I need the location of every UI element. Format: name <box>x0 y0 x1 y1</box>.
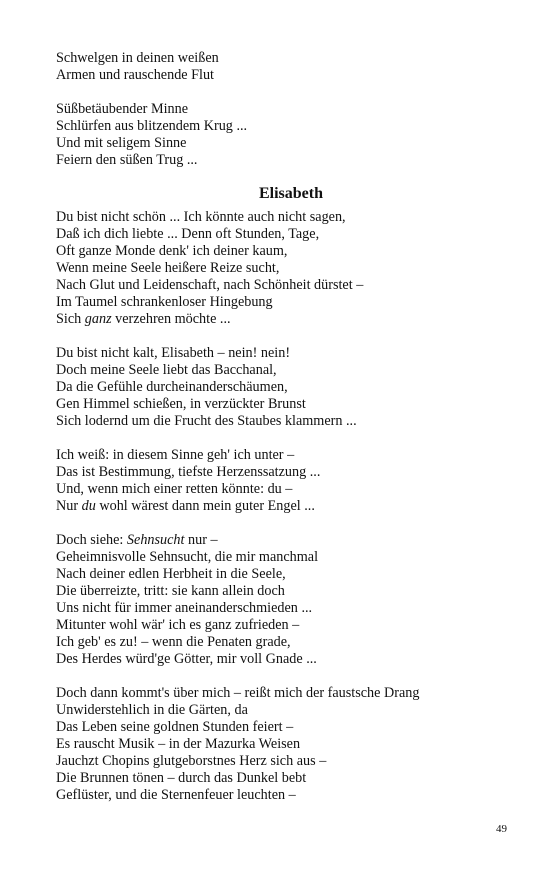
verse-line: Und, wenn mich einer retten könnte: du – <box>56 481 293 497</box>
verse-text: Sich <box>56 311 85 327</box>
verse-line: Da die Gefühle durcheinanderschäumen, <box>56 379 288 395</box>
verse-line: Daß ich dich liebte ... Denn oft Stunden, Tage, <box>56 226 320 242</box>
verse-line: Doch meine Seele liebt das Bacchanal, <box>56 362 277 378</box>
verse-line: Feiern den süßen Trug ... <box>56 152 198 168</box>
verse-line: Sich lodernd um die Frucht des Staubes klammern ... <box>56 413 357 429</box>
stanza-3 <box>56 447 516 515</box>
verse-line: Uns nicht für immer aneinanderschmieden ... <box>56 600 313 616</box>
stanza-4 <box>56 532 516 668</box>
verse-line: Das Leben seine goldnen Stunden feiert – <box>56 719 294 735</box>
verse-line: Nach deiner edlen Herbheit in die Seele, <box>56 566 286 582</box>
stanza-5 <box>56 685 516 804</box>
verse-line: Doch dann kommt's über mich – reißt mich der faustsche Drang <box>56 685 420 701</box>
verse-line: Wenn meine Seele heißere Reize sucht, <box>56 260 280 276</box>
verse-line <box>56 311 516 328</box>
verse-line: Jauchzt Chopins glutgeborstnes Herz sich aus – <box>56 753 327 769</box>
verse-line: Mitunter wohl wär' ich es ganz zufrieden – <box>56 617 300 633</box>
stanza-gap <box>56 84 516 101</box>
verse-line: Unwiderstehlich in die Gärten, da <box>56 702 248 718</box>
verse-text: nur – <box>184 532 218 548</box>
verse-line: Und mit seligem Sinne <box>56 135 187 151</box>
stanza-gap <box>56 430 516 447</box>
verse-line: Das ist Bestimmung, tiefste Herzenssatzung ... <box>56 464 321 480</box>
verse-line: Schlürfen aus blitzendem Krug ... <box>56 118 248 134</box>
verse-line: Ich weiß: in diesem Sinne geh' ich unter – <box>56 447 295 463</box>
stanza-continued-2 <box>56 101 516 169</box>
verse-line: Schwelgen in deinen weißen <box>56 50 219 66</box>
verse-emphasis: Sehnsucht <box>126 532 185 548</box>
page-number: 49 <box>496 823 507 835</box>
verse-line: Im Taumel schrankenloser Hingebung <box>56 294 273 310</box>
verse-line: Süßbetäubender Minne <box>56 101 188 117</box>
verse-line: Es rauscht Musik – in der Mazurka Weisen <box>56 736 301 752</box>
verse-line: Ich geb' es zu! – wenn die Penaten grade, <box>56 634 291 650</box>
stanza-1 <box>56 209 516 328</box>
verse-line: Geflüster, und die Sternenfeuer leuchten – <box>56 787 296 803</box>
title-gap <box>56 169 516 179</box>
verse-text: wohl wärest dann mein guter Engel ... <box>95 498 315 514</box>
verse-line: Du bist nicht schön ... Ich könnte auch nicht sagen, <box>56 209 346 225</box>
verse-text: Doch siehe: <box>56 532 127 548</box>
verse-emphasis: du <box>81 498 96 514</box>
stanza-2 <box>56 345 516 430</box>
verse-line: Die Brunnen tönen – durch das Dunkel bebt <box>56 770 307 786</box>
verse-line: Geheimnisvolle Sehnsucht, die mir manchmal <box>56 549 319 565</box>
stanza-gap <box>56 515 516 532</box>
verse-line: Armen und rauschende Flut <box>56 67 214 83</box>
verse-line: Nach Glut und Leidenschaft, nach Schönheit dürstet – <box>56 277 364 293</box>
verse-text: Nur <box>56 498 82 514</box>
verse-text: verzehren möchte ... <box>111 311 231 327</box>
verse-line: Des Herdes würd'ge Götter, mir voll Gnade ... <box>56 651 317 667</box>
verse-line: Die überreizte, tritt: sie kann allein doch <box>56 583 285 599</box>
verse-line: Oft ganze Monde denk' ich deiner kaum, <box>56 243 288 259</box>
stanza-gap <box>56 668 516 685</box>
stanza-gap <box>56 328 516 345</box>
verse-emphasis: ganz <box>84 311 112 327</box>
page-text <box>56 50 516 804</box>
verse-line <box>56 498 516 515</box>
verse-line: Gen Himmel schießen, in verzückter Brunst <box>56 396 306 412</box>
verse-line <box>56 532 516 549</box>
verse-line: Du bist nicht kalt, Elisabeth – nein! nein! <box>56 345 291 361</box>
stanza-continued-1 <box>56 50 516 84</box>
poem-title: Elisabeth <box>258 185 323 202</box>
